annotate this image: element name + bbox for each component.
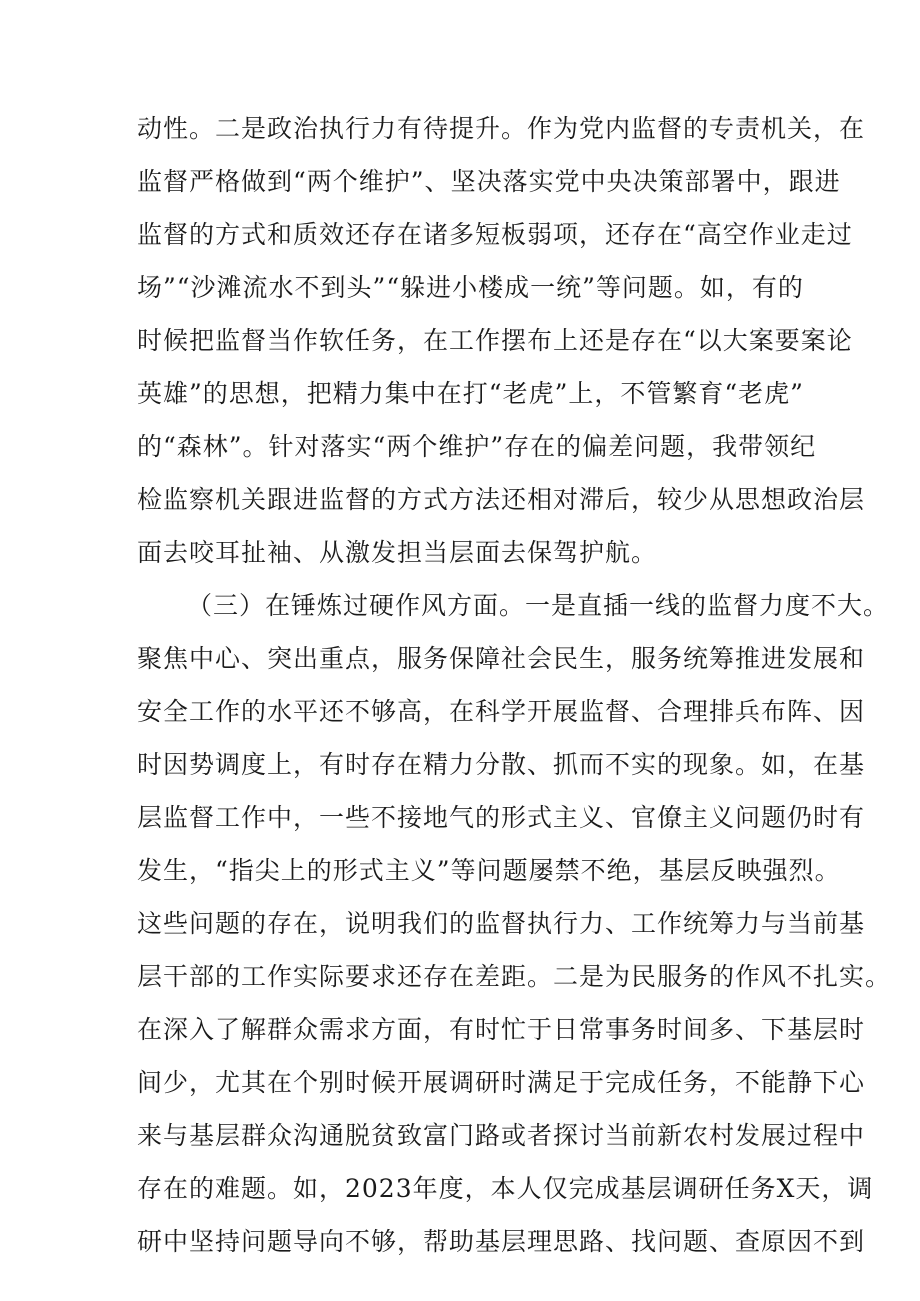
text-line: 存在的难题。如，2023年度，本人仅完成基层调研任务X天，调 (137, 1174, 874, 1203)
text-line: 间少，尤其在个别时候开展调研时满足于完成任务，不能静下心 (137, 1068, 866, 1097)
text-line: 安全工作的水平还不够高，在科学开展监督、合理排兵布阵、因 (137, 697, 866, 726)
text-line: 来与基层群众沟通脱贫致富门路或者探讨当前新农村发展过程中 (137, 1121, 866, 1150)
text-line: 监督严格做到“两个维护”、坚决落实党中央决策部署中，跟进 (137, 167, 841, 196)
text-line: 检监察机关跟进监督的方式方法还相对滞后，较少从思想政治层 (137, 485, 866, 514)
text-line: 在深入了解群众需求方面，有时忙于日常事务时间多、下基层时 (137, 1015, 866, 1044)
text-line: 研中坚持问题导向不够，帮助基层理思路、找问题、查原因不到 (137, 1227, 866, 1256)
text-line: 时候把监督当作软任务，在工作摆布上还是存在“以大案要案论 (137, 326, 853, 355)
text-line: 的“森林”。针对落实“两个维护”存在的偏差问题，我带领纪 (137, 432, 817, 461)
text-line: 这些问题的存在，说明我们的监督执行力、工作统筹力与当前基 (137, 909, 866, 938)
text-line: 场”“沙滩流水不到头”“躲进小楼成一统”等问题。如，有的 (137, 273, 804, 302)
text-line: 时因势调度上，有时存在精力分散、抓而不实的现象。如，在基 (137, 750, 866, 779)
text-line: 层监督工作中，一些不接地气的形式主义、官僚主义问题仍时有 (137, 803, 866, 832)
text-line: 英雄”的思想，把精力集中在打“老虎”上，不管繁育“老虎” (137, 379, 804, 408)
text-line: 聚焦中心、突出重点，服务保障社会民生，服务统筹推进发展和 (137, 644, 866, 673)
paragraph-end-line: 面去咬耳扯袖、从激发担当层面去保驾护航。 (137, 538, 658, 567)
text-line: 发生，“指尖上的形式主义”等问题屡禁不绝，基层反映强烈。 (137, 856, 841, 885)
text-line: 动性。二是政治执行力有待提升。作为党内监督的专责机关，在 (137, 114, 866, 143)
text-line: 监督的方式和质效还存在诸多短板弱项，还存在“高空作业走过 (137, 220, 853, 249)
section-heading-line: （三）在锤炼过硬作风方面。一是直插一线的监督力度不大。 (187, 591, 890, 620)
text-line: 层干部的工作实际要求还存在差距。二是为民服务的作风不扎实。 (137, 962, 892, 991)
